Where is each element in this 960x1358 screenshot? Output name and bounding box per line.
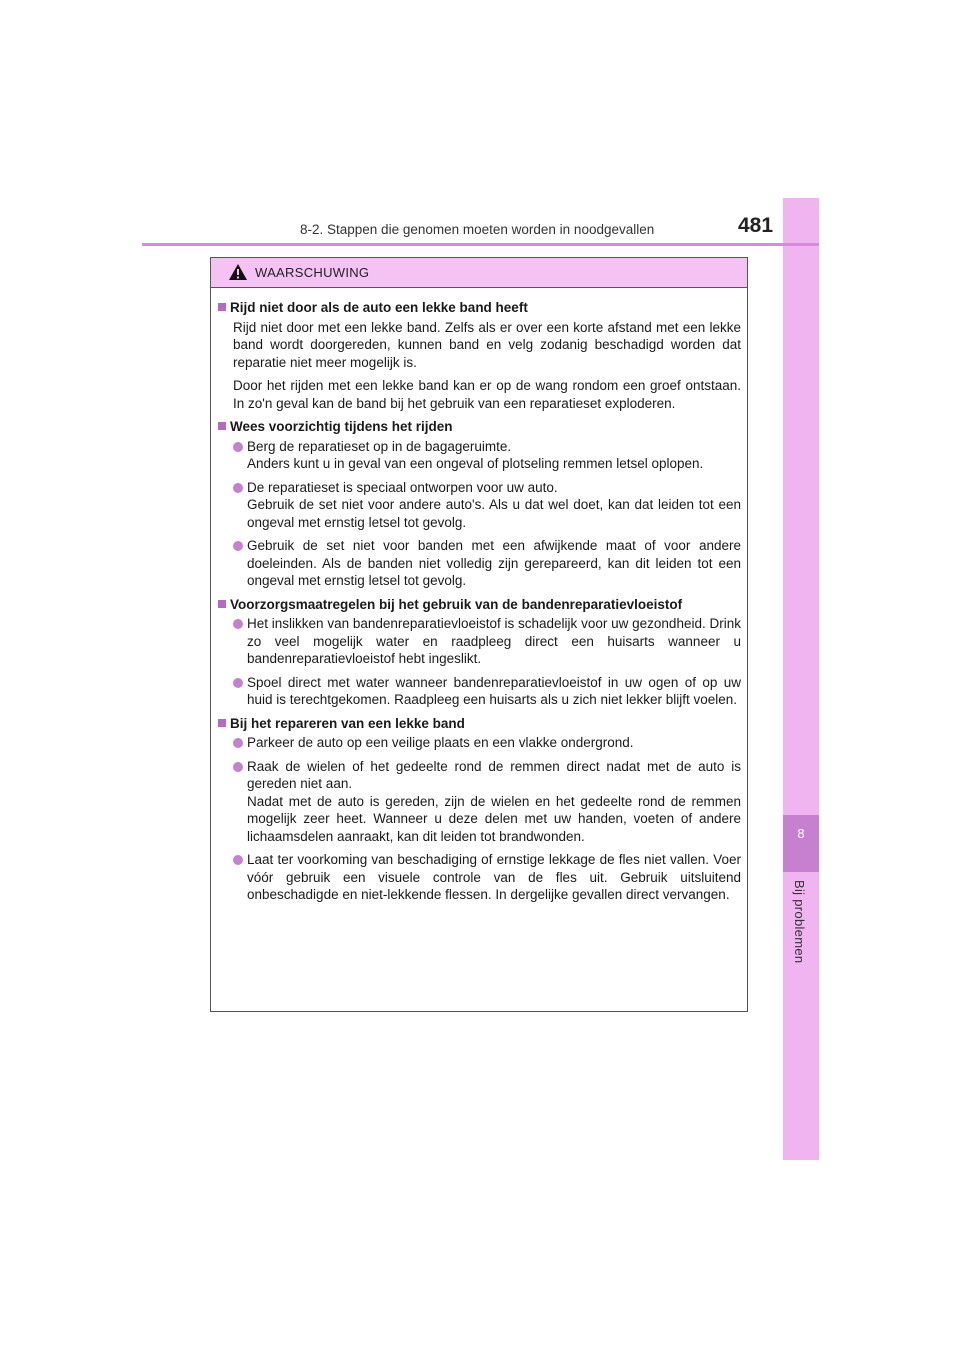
section-heading xyxy=(217,418,741,436)
warning-box xyxy=(210,257,748,1012)
warning-body xyxy=(211,288,747,904)
bullet-list xyxy=(217,615,741,709)
list-item xyxy=(217,851,741,904)
section-title: 8-2. Stappen die genomen moeten worden in noodgevallen xyxy=(300,222,655,237)
warning-section xyxy=(217,299,741,412)
section-heading-text: Bij het repareren van een lekke band xyxy=(230,715,465,731)
bullet-dot-icon xyxy=(233,738,243,748)
bullet-dot-icon xyxy=(233,762,243,772)
warning-triangle-icon xyxy=(228,263,248,281)
bullet-text: Parkeer de auto op een veilige plaats en een vlakke ondergrond. xyxy=(247,735,634,750)
square-bullet-icon xyxy=(218,600,226,608)
square-bullet-icon xyxy=(218,422,226,430)
header-rule xyxy=(142,243,819,246)
paragraph: Rijd niet door met een lekke band. Zelfs als er over een korte afstand met een lekke band wordt doorgereden, kunnen band en velg zodanig beschadigd worden dat reparatie niet meer mogelijk is. xyxy=(233,319,741,370)
bullet-text: Anders kunt u in geval van een ongeval of plotseling remmen letsel oplopen. xyxy=(247,456,704,471)
chapter-side-tab xyxy=(783,198,819,1160)
page-number: 481 xyxy=(738,214,774,237)
bullet-text: Raak de wielen of het gedeelte rond de remmen direct nadat met de auto is gereden niet aan. xyxy=(247,758,741,791)
warning-section xyxy=(217,596,741,709)
chapter-number: 8 xyxy=(797,826,805,841)
paragraph: Door het rijden met een lekke band kan er op de wang rondom een groef ontstaan. In zo'n geval kan de band bij het gebruik van een reparatieset exploderen. xyxy=(233,378,741,411)
bullet-text: Laat ter voorkoming van beschadiging of ernstige lekkage de fles niet vallen. Voer vóór gebruik een visuele controle van de fles uit. Gebruik uitsluitend onbeschadigde en niet-lekkende flessen. In dergelijke gevallen direct vervangen. xyxy=(247,852,741,902)
section-heading xyxy=(217,715,741,733)
section-heading-text: Voorzorgsmaatregelen bij het gebruik van de bandenreparatievloeistof xyxy=(230,596,683,612)
warning-section xyxy=(217,418,741,590)
bullet-dot-icon xyxy=(233,442,243,452)
chapter-number-block xyxy=(783,815,819,872)
square-bullet-icon xyxy=(218,719,226,727)
list-item xyxy=(217,615,741,668)
bullet-dot-icon xyxy=(233,678,243,688)
list-item xyxy=(217,674,741,709)
section-heading xyxy=(217,596,741,614)
section-heading-text: Rijd niet door als de auto een lekke band heeft xyxy=(230,300,528,315)
bullet-text: Gebruik de set niet voor banden met een afwijkende maat of voor andere doeleinden. Als de banden niet volledig zijn gerepareerd, kan dit leiden tot een ongeval met ernstig letsel tot gevolg. xyxy=(247,538,741,588)
list-item xyxy=(217,758,741,846)
square-bullet-icon xyxy=(218,303,226,311)
section-heading xyxy=(217,299,741,317)
warning-title: WAARSCHUWING xyxy=(255,265,370,280)
bullet-dot-icon xyxy=(233,619,243,629)
bullet-text: Het inslikken van bandenreparatievloeistof is schadelijk voor uw gezondheid. Drink zo veel mogelijk water en raadpleeg direct een huisarts wanneer u bandenreparatievloeistof hebt ingeslikt. xyxy=(247,616,741,666)
bullet-dot-icon xyxy=(233,541,243,551)
list-item xyxy=(217,537,741,590)
list-item xyxy=(217,479,741,532)
bullet-list xyxy=(217,438,741,590)
bullet-dot-icon xyxy=(233,855,243,865)
warning-header xyxy=(211,258,747,288)
list-item xyxy=(217,734,741,752)
bullet-dot-icon xyxy=(233,483,243,493)
bullet-text: Gebruik de set niet voor andere auto's. Als u dat wel doet, kan dat leiden tot een ongeval met ernstig letsel tot gevolg. xyxy=(247,497,741,530)
bullet-text: Spoel direct met water wanneer bandenreparatievloeistof in uw ogen of op uw huid is terechtgekomen. Raadpleeg een huisarts als u zich niet lekker blijft voelen. xyxy=(247,674,741,707)
warning-section xyxy=(217,715,741,904)
bullet-text: De reparatieset is speciaal ontworpen voor uw auto. xyxy=(247,479,558,495)
bullet-text: Nadat met de auto is gereden, zijn de wielen en het gedeelte rond de remmen mogelijk zeer heet. Wanneer u deze delen met uw handen, voeten of andere lichaamsdelen aanraakt, kan dit leiden tot brandwonden. xyxy=(247,793,741,844)
list-item xyxy=(217,438,741,473)
bullet-text: Berg de reparatieset op in de bagageruimte. xyxy=(247,438,512,454)
section-heading-text: Wees voorzichtig tijdens het rijden xyxy=(230,419,453,434)
bullet-list xyxy=(217,734,741,904)
chapter-title: Bij problemen xyxy=(792,880,807,964)
